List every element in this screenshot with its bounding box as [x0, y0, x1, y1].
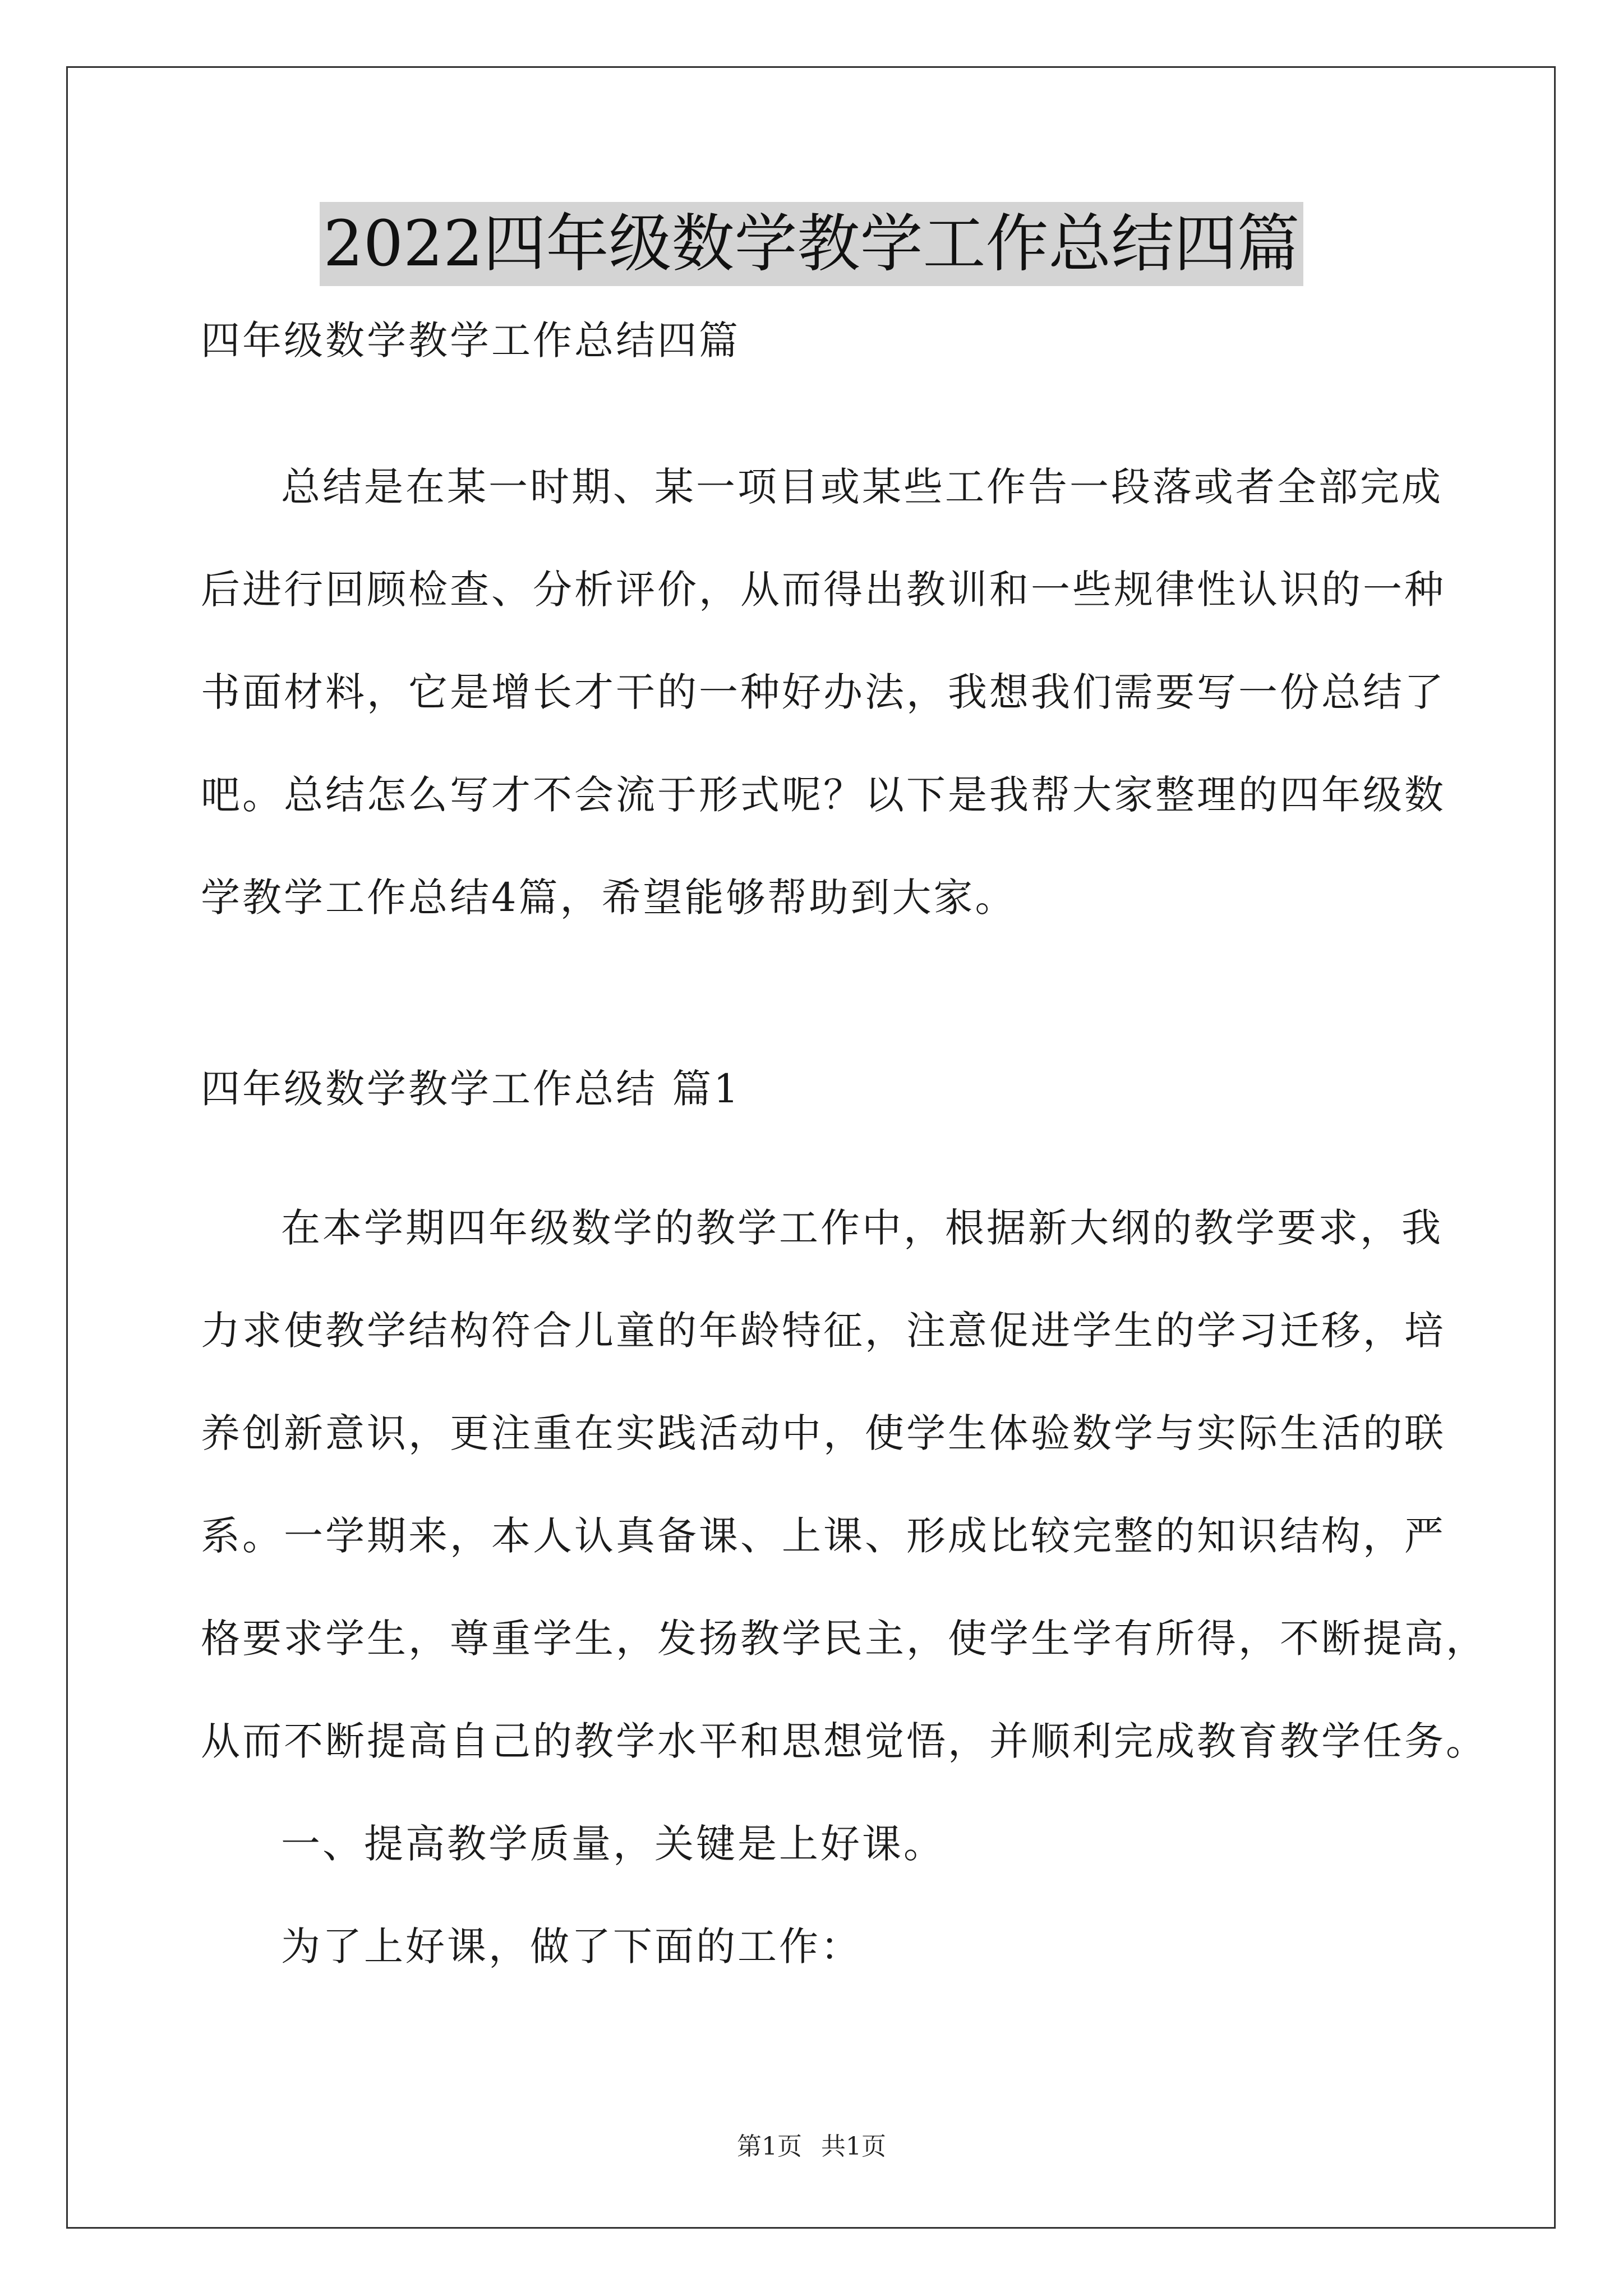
section-line: 在本学期四年级数学的教学工作中，根据新大纲的教学要求，我: [281, 1205, 1443, 1251]
intro-line: 吧。总结怎么写才不会流于形式呢？以下是我帮大家整理的四年级数: [201, 772, 1446, 818]
intro-line: 总结是在某一时期、某一项目或某些工作告一段落或者全部完成: [281, 464, 1443, 510]
title-wrapper: [0, 202, 1623, 286]
page-footer: [0, 2130, 1623, 2164]
point-subtext: 为了上好课，做了下面的工作：: [281, 1924, 862, 1970]
section-line: 养创新意识，更注重在实践活动中，使学生体验数学与实际生活的联: [201, 1410, 1446, 1456]
intro-line: 书面材料，它是增长才干的一种好办法，我想我们需要写一份总结了: [201, 669, 1446, 715]
subtitle: 四年级数学教学工作总结四篇: [201, 318, 740, 364]
section-line: 从而不断提高自己的教学水平和思想觉悟，并顺利完成教育教学任务。: [201, 1718, 1487, 1764]
section-heading: 四年级数学教学工作总结 篇1: [201, 1066, 741, 1112]
section-line: 格要求学生，尊重学生，发扬教学民主，使学生学有所得，不断提高，: [201, 1616, 1487, 1662]
page-total: 共1页: [821, 2132, 886, 2161]
section-line: 系。一学期来，本人认真备课、上课、形成比较完整的知识结构，严: [201, 1513, 1446, 1559]
page-number: 第1页: [737, 2132, 802, 2161]
intro-line: 后进行回顾检查、分析评价，从而得出教训和一些规律性认识的一种: [201, 567, 1446, 613]
point-heading: 一、提高教学质量，关键是上好课。: [281, 1821, 945, 1867]
document-title: 2022四年级数学教学工作总结四篇: [320, 202, 1303, 286]
section-line: 力求使教学结构符合儿童的年龄特征，注意促进学生的学习迁移，培: [201, 1308, 1446, 1354]
intro-line: 学教学工作总结4篇，希望能够帮助到大家。: [201, 875, 1017, 921]
page-border: [66, 66, 1556, 2229]
